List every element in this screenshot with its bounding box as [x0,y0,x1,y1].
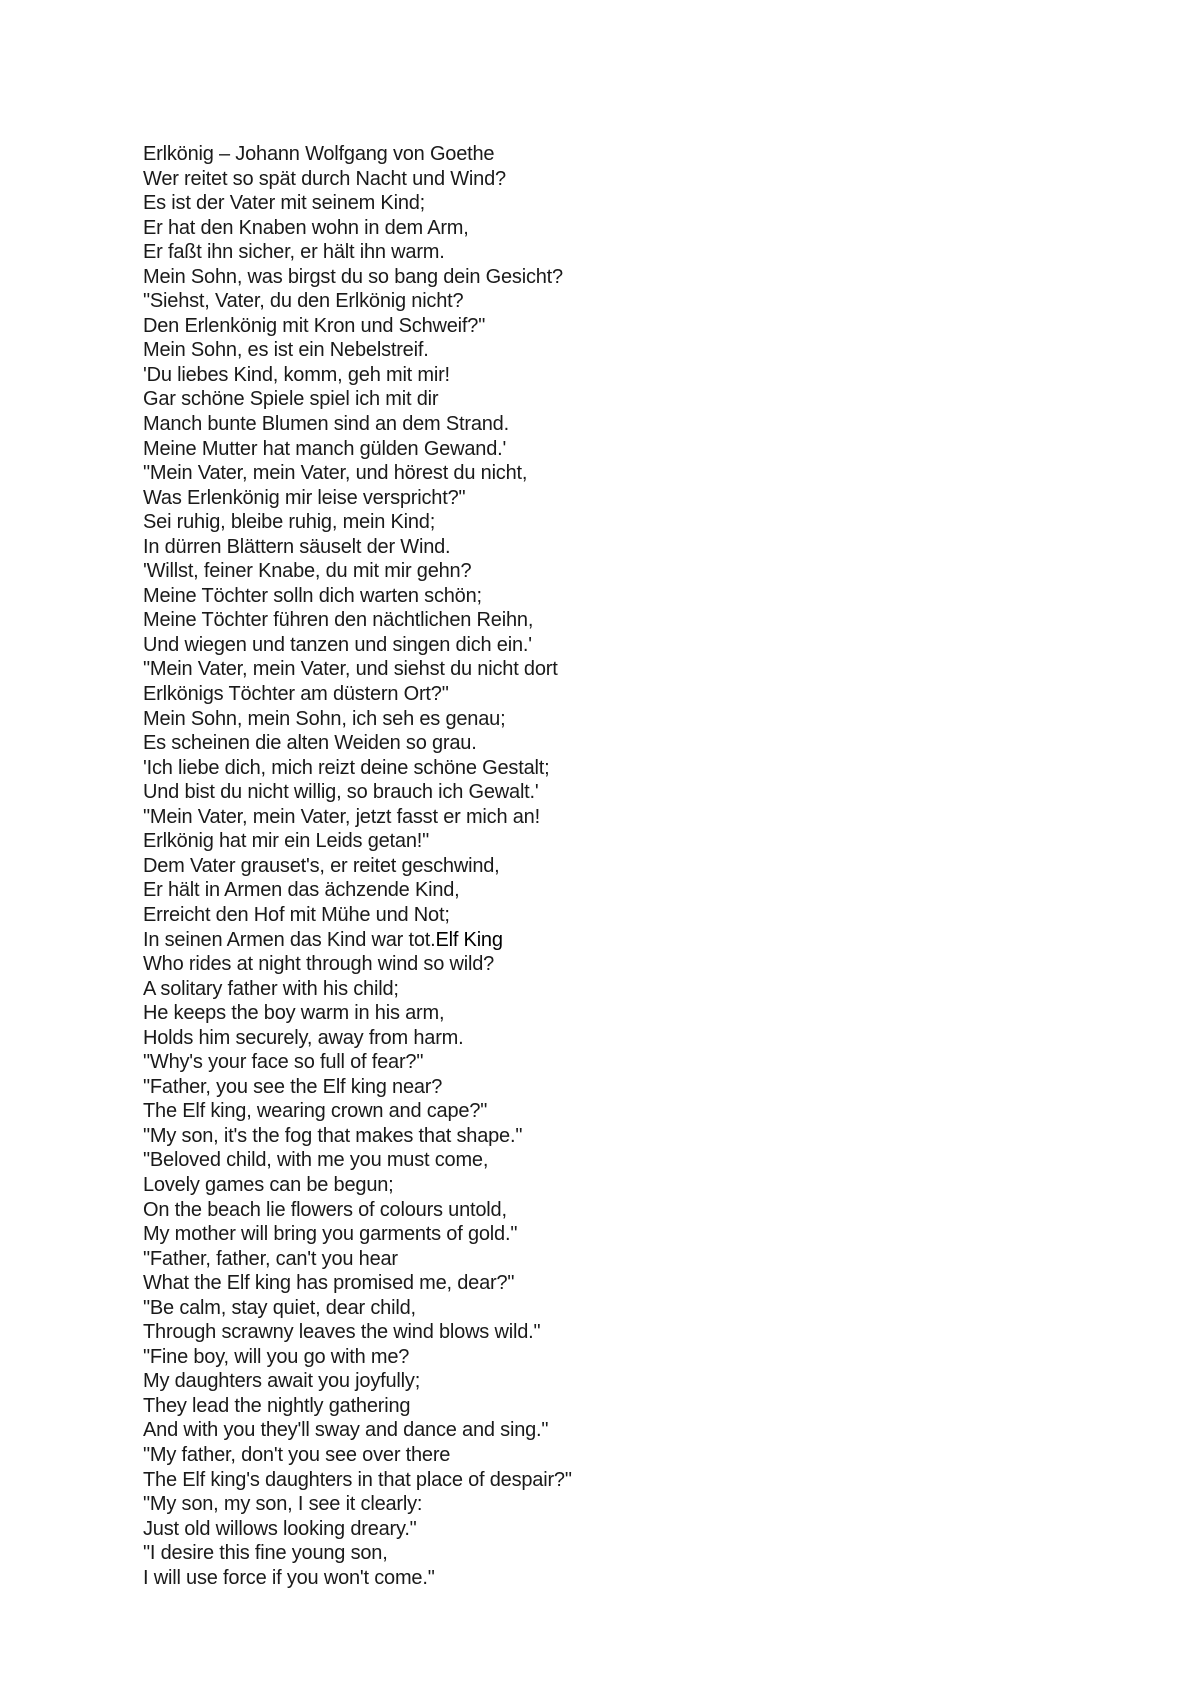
poem-line: Und bist du nicht willig, so brauch ich Gewalt.' [143,781,539,804]
poem-line: Er hat den Knaben wohn in dem Arm, [143,216,469,239]
poem-line: 'Du liebes Kind, komm, geh mit mir! [143,363,450,386]
translation-line: "Father, you see the Elf king near? [143,1075,443,1098]
poem-junction-line [143,928,1143,953]
poem-line: "Mein Vater, mein Vater, jetzt fasst er mich an! [143,805,540,828]
poem-line: "Mein Vater, mein Vater, und hörest du nicht, [143,462,528,485]
poem-line: Den Erlenkönig mit Kron und Schweif?" [143,314,486,337]
poem-line: In dürren Blättern säuselt der Wind. [143,535,451,558]
poem-line: 'Willst, feiner Knabe, du mit mir gehn? [143,560,472,583]
translation-line: The Elf king's daughters in that place of despair?" [143,1468,572,1491]
translation-line: The Elf king, wearing crown and cape?" [143,1100,488,1123]
poem-line: Mein Sohn, was birgst du so bang dein Gesicht? [143,265,563,288]
translation-line: "Father, father, can't you hear [143,1247,398,1270]
translation-line: And with you they'll sway and dance and sing." [143,1419,549,1442]
translation-line: He keeps the boy warm in his arm, [143,1002,445,1025]
translation-line: On the beach lie flowers of colours untold, [143,1198,507,1221]
poem-line: Was Erlenkönig mir leise verspricht?" [143,486,466,509]
translation-line: Holds him securely, away from harm. [143,1026,464,1049]
poem-line: Mein Sohn, mein Sohn, ich seh es genau; [143,707,506,730]
translation-line: Just old willows looking dreary." [143,1517,417,1540]
poem-line: Er hält in Armen das ächzende Kind, [143,879,460,902]
translation-line: I will use force if you won't come." [143,1566,435,1589]
poem-line: Mein Sohn, es ist ein Nebelstreif. [143,339,429,362]
translation-line: They lead the nightly gathering [143,1394,411,1417]
poem-line: Manch bunte Blumen sind an dem Strand. [143,413,509,436]
poem-line: Erlkönigs Töchter am düstern Ort?" [143,683,449,706]
translation-line: Lovely games can be begun; [143,1173,394,1196]
poem-line: Meine Töchter führen den nächtlichen Reihn, [143,609,534,632]
poem-line-final-german: In seinen Armen das Kind war tot. [143,928,436,951]
translation-line: "Fine boy, will you go with me? [143,1345,410,1368]
poem-line: Gar schöne Spiele spiel ich mit dir [143,388,439,411]
poem-line: Erreicht den Hof mit Mühe und Not; [143,903,450,926]
poem-line: Wer reitet so spät durch Nacht und Wind? [143,167,506,190]
translation-line: A solitary father with his child; [143,977,399,1000]
poem-line: Sei ruhig, bleibe ruhig, mein Kind; [143,511,436,534]
poem-line: "Siehst, Vater, du den Erlkönig nicht? [143,290,464,313]
poem-line: Es scheinen die alten Weiden so grau. [143,732,477,755]
poem-line: Er faßt ihn sicher, er hält ihn warm. [143,241,445,264]
poem-line: Und wiegen und tanzen und singen dich ein.' [143,633,532,656]
poem-line: Dem Vater grauset's, er reitet geschwind, [143,854,500,877]
poem-line: Es ist der Vater mit seinem Kind; [143,192,426,215]
poem-line: Meine Mutter hat manch gülden Gewand.' [143,437,507,460]
poem-text [143,142,1143,1590]
translation-line: "I desire this fine young son, [143,1542,388,1565]
translation-line: "Beloved child, with me you must come, [143,1149,489,1172]
translation-line: My mother will bring you garments of gold." [143,1223,518,1246]
translation-line: "My son, my son, I see it clearly: [143,1493,423,1516]
translation-line: My daughters await you joyfully; [143,1370,421,1393]
poem-line: "Mein Vater, mein Vater, und siehst du nicht dort [143,658,558,681]
translation-line: "Be calm, stay quiet, dear child, [143,1296,416,1319]
translation-line: Through scrawny leaves the wind blows wild." [143,1321,541,1344]
poem-title: Erlkönig – Johann Wolfgang von Goethe [143,143,495,165]
translation-line: "My father, don't you see over there [143,1443,451,1466]
translation-line: "Why's your face so full of fear?" [143,1051,424,1074]
english-title: Elf King [435,928,503,951]
poem-line: Meine Töchter solln dich warten schön; [143,584,482,607]
poem-line: Erlkönig hat mir ein Leids getan!" [143,830,430,853]
translation-line: What the Elf king has promised me, dear?" [143,1272,515,1295]
translation-line: "My son, it's the fog that makes that shape." [143,1124,523,1147]
poem-line: 'Ich liebe dich, mich reizt deine schöne Gestalt; [143,756,550,779]
translation-line: Who rides at night through wind so wild? [143,953,495,976]
